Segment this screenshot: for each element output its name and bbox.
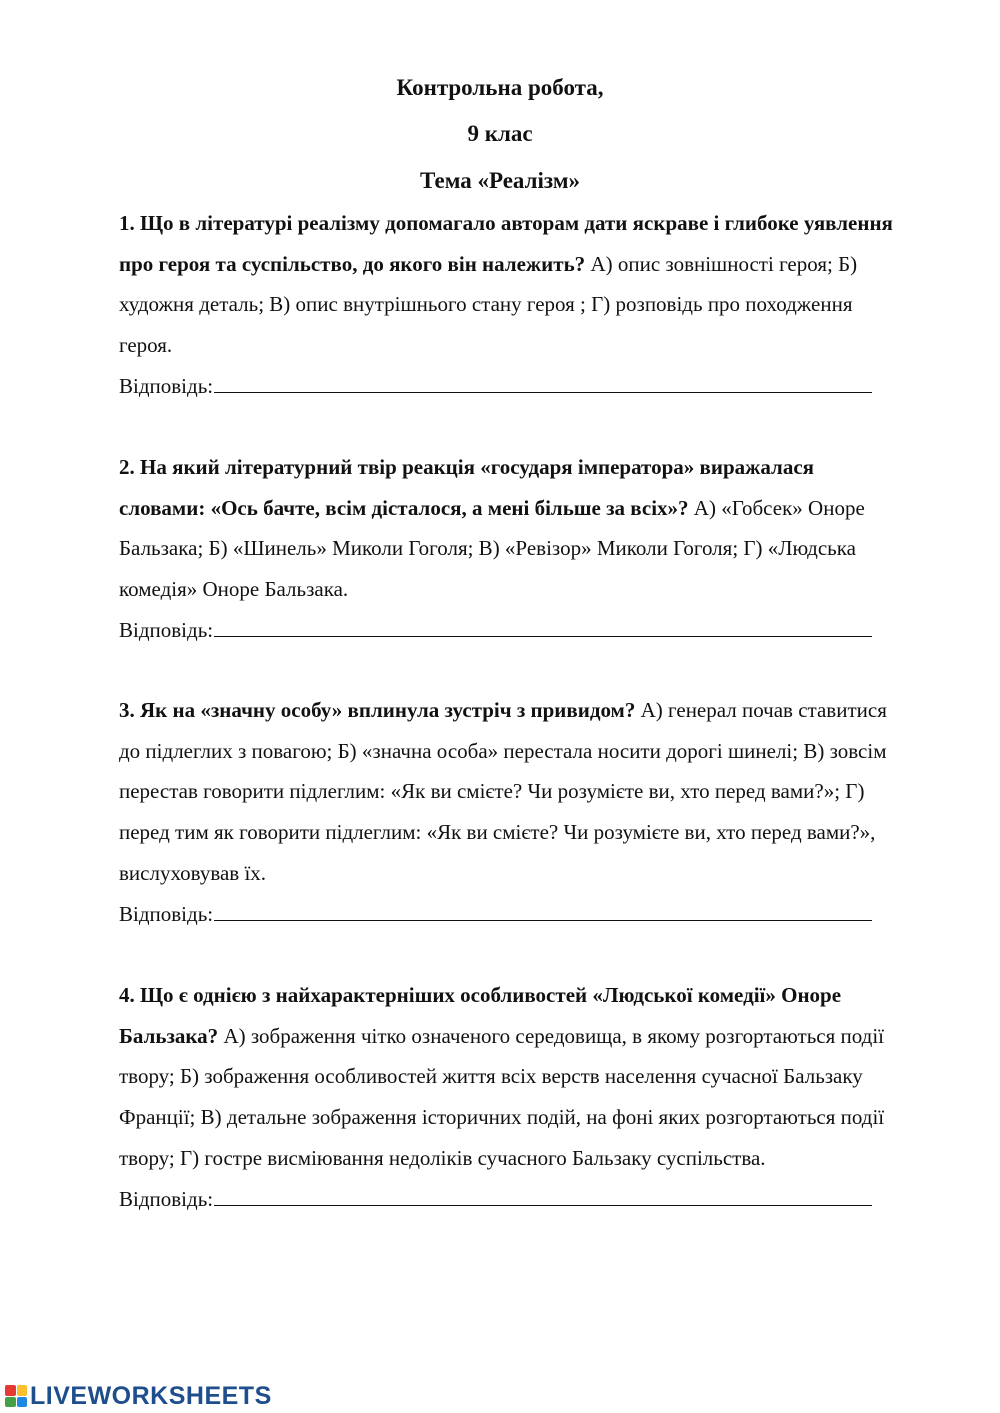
question-options-2: А) «Гобсек» Оноре Бальзака; Б) «Шинель» Миколи Гоголя; В) «Ревізор» Миколи Гоголя; Г) «Людська комедія» Оноре Бальзака.: [119, 495, 865, 602]
question-options-4: А) зображення чітко означеного середовища, в якому розгортаються події твору; Б) зображення особливостей життя всіх верств населення сучасної Бальзаку Франції; В) детальне зображення історичних подій, на фоні яких розгортаються події твору; Г) гостре висміювання недоліків сучасного Бальзаку суспільства.: [119, 1023, 885, 1170]
logo-tile-green: [5, 1397, 16, 1408]
logo-tile-blue: [17, 1397, 28, 1408]
liveworksheets-logo-icon: [5, 1385, 27, 1407]
question-block-4: [119, 975, 899, 1219]
answer-row-3: [119, 894, 899, 935]
answer-label-2: Відповідь:: [119, 617, 214, 642]
answer-field-4[interactable]: [214, 1185, 872, 1206]
title-line-3: Тема «Реалізм»: [420, 168, 580, 193]
title-line-2: 9 клас: [467, 121, 533, 146]
title-line-1: Контрольна робота,: [396, 75, 604, 100]
answer-row-4: [119, 1179, 899, 1220]
question-text-3: 3. Як на «значну особу» вплинула зустріч з привидом?: [119, 698, 636, 722]
answer-label-4: Відповідь:: [119, 1186, 214, 1211]
answer-label-1: Відповідь:: [119, 373, 214, 398]
question-text-4: 4. Що є однією з найхарактерніших особливостей «Людської комедії» Оноре Бальзака?: [119, 983, 842, 1048]
logo-wordmark: LIVEWORKSHEETS: [30, 1381, 272, 1410]
answer-field-1[interactable]: [214, 372, 872, 393]
question-text-2: 2. На який літературний твір реакція «государя імператора» виражалася словами: «Ось бачте, всім дісталося, а мені більше за всіх»?: [119, 455, 815, 520]
question-block-1: [119, 203, 899, 407]
question-text-1: 1. Що в літературі реалізму допомагало авторам дати яскраве і глибоке уявлення про героя та суспільство, до якого він належить?: [119, 211, 893, 276]
liveworksheets-logo: [5, 1381, 272, 1411]
answer-field-3[interactable]: [214, 900, 872, 921]
answer-row-2: [119, 610, 899, 651]
logo-tile-yellow: [17, 1385, 28, 1396]
answer-label-3: Відповідь:: [119, 901, 214, 926]
question-options-3: А) генерал почав ставитися до підлеглих з повагою; Б) «значна особа» перестала носити дорогі шинелі; В) зовсім перестав говорити підлеглим: «Як ви смієте? Чи розумієте ви, хто перед вами?»; Г) перед тим як говорити підлеглим: «Як ви смієте? Чи розумієте ви, хто перед вами?», вислуховував їх.: [119, 698, 887, 885]
question-options-1: А) опис зовнішності героя; Б) художня деталь; В) опис внутрішнього стану героя ; Г) розповідь про походження героя.: [119, 251, 858, 358]
logo-tile-red: [5, 1385, 16, 1396]
answer-row-1: [119, 366, 899, 407]
question-block-3: [119, 690, 899, 934]
question-block-2: [119, 447, 899, 651]
answer-field-2[interactable]: [214, 616, 872, 637]
